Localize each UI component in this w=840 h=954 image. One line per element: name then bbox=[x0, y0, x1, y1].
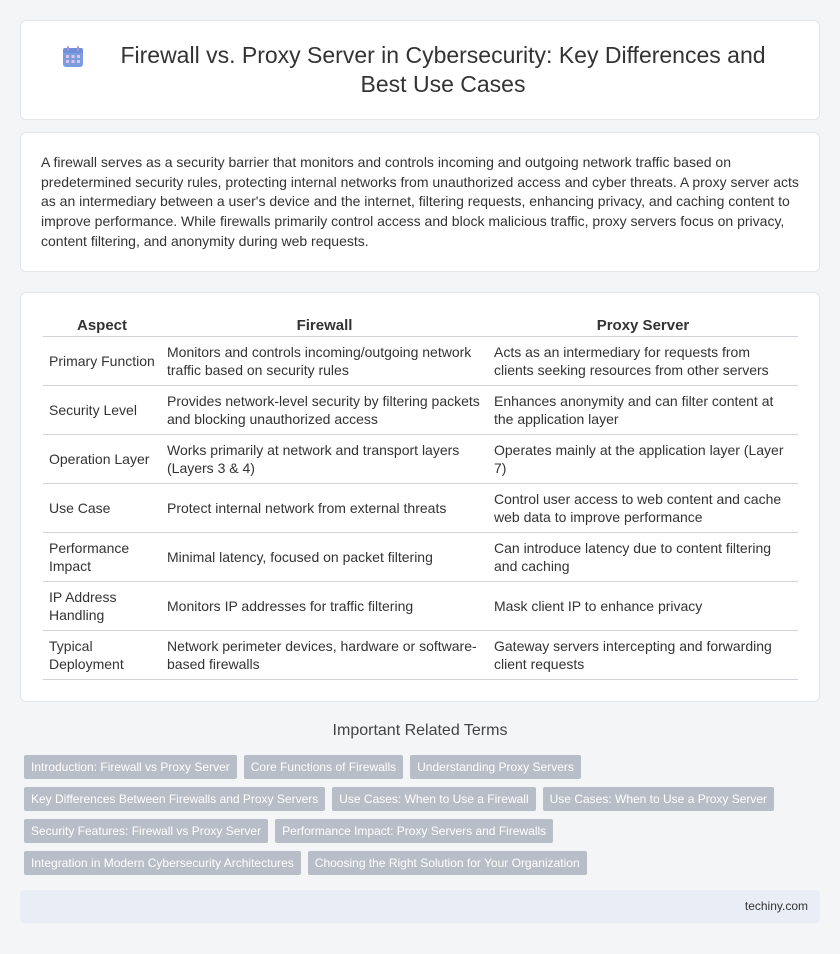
cell-firewall: Works primarily at network and transport layers (Layers 3 & 4) bbox=[161, 435, 488, 484]
related-term-link[interactable]: Use Cases: When to Use a Proxy Server bbox=[543, 787, 774, 811]
cell-aspect: Security Level bbox=[43, 386, 161, 435]
cell-proxy: Mask client IP to enhance privacy bbox=[488, 582, 798, 631]
header-firewall: Firewall bbox=[161, 315, 488, 337]
page-title: Firewall vs. Proxy Server in Cybersecurity: Key Differences and Best Use Cases bbox=[120, 42, 766, 97]
cell-aspect: Typical Deployment bbox=[43, 631, 161, 680]
cell-proxy: Operates mainly at the application layer (Layer 7) bbox=[488, 435, 798, 484]
related-terms-title: Important Related Terms bbox=[332, 722, 508, 739]
cell-aspect: Primary Function bbox=[43, 337, 161, 386]
table-row bbox=[43, 484, 798, 533]
table-row bbox=[43, 337, 798, 386]
cell-proxy: Control user access to web content and cache web data to improve performance bbox=[488, 484, 798, 533]
footer bbox=[20, 890, 820, 923]
cell-proxy: Acts as an intermediary for requests from clients seeking resources from other servers bbox=[488, 337, 798, 386]
tag-row bbox=[24, 755, 824, 779]
comparison-table bbox=[43, 315, 798, 680]
table-row bbox=[43, 386, 798, 435]
title-card bbox=[20, 20, 820, 120]
cell-aspect: Performance Impact bbox=[43, 533, 161, 582]
tag-row bbox=[24, 787, 824, 811]
table-header-row bbox=[43, 315, 798, 337]
cell-firewall: Network perimeter devices, hardware or software-based firewalls bbox=[161, 631, 488, 680]
header-proxy: Proxy Server bbox=[488, 315, 798, 337]
tag-row bbox=[24, 819, 824, 843]
related-term-link[interactable]: Key Differences Between Firewalls and Proxy Servers bbox=[24, 787, 325, 811]
related-term-link[interactable]: Understanding Proxy Servers bbox=[410, 755, 581, 779]
cell-proxy: Gateway servers intercepting and forwarding client requests bbox=[488, 631, 798, 680]
related-term-link[interactable]: Choosing the Right Solution for Your Organization bbox=[308, 851, 587, 875]
header-aspect: Aspect bbox=[43, 315, 161, 337]
cell-firewall: Monitors and controls incoming/outgoing network traffic based on security rules bbox=[161, 337, 488, 386]
related-term-link[interactable]: Performance Impact: Proxy Servers and Firewalls bbox=[275, 819, 553, 843]
table-row bbox=[43, 582, 798, 631]
cell-proxy: Can introduce latency due to content filtering and caching bbox=[488, 533, 798, 582]
table-row bbox=[43, 435, 798, 484]
intro-card bbox=[20, 132, 820, 272]
cell-aspect: Operation Layer bbox=[43, 435, 161, 484]
cell-firewall: Provides network-level security by filtering packets and blocking unauthorized access bbox=[161, 386, 488, 435]
footer-site-name[interactable]: techiny.com bbox=[744, 899, 808, 913]
related-term-link[interactable]: Core Functions of Firewalls bbox=[244, 755, 403, 779]
calendar-grid-icon bbox=[61, 45, 85, 69]
cell-proxy: Enhances anonymity and can filter content at the application layer bbox=[488, 386, 798, 435]
intro-text: A firewall serves as a security barrier that monitors and controls incoming and outgoing network traffic based on predetermined security rules, protecting internal networks from unauthorized access and cyber threats. A proxy server acts as an intermediary between a user's device and the internet, filtering requests, enhancing privacy, and caching content to improve performance. While firewalls primarily control access and block malicious traffic, proxy servers focus on privacy, content filtering, and anonymity during web requests. bbox=[41, 154, 799, 249]
comparison-table-card bbox=[20, 292, 820, 702]
related-term-link[interactable]: Use Cases: When to Use a Firewall bbox=[332, 787, 535, 811]
cell-firewall: Minimal latency, focused on packet filtering bbox=[161, 533, 488, 582]
table-row bbox=[43, 533, 798, 582]
related-term-link[interactable]: Security Features: Firewall vs Proxy Server bbox=[24, 819, 268, 843]
cell-aspect: Use Case bbox=[43, 484, 161, 533]
cell-firewall: Protect internal network from external threats bbox=[161, 484, 488, 533]
cell-aspect: IP Address Handling bbox=[43, 582, 161, 631]
related-terms-list bbox=[24, 755, 824, 883]
tag-row bbox=[24, 851, 824, 875]
related-term-link[interactable]: Integration in Modern Cybersecurity Architectures bbox=[24, 851, 301, 875]
cell-firewall: Monitors IP addresses for traffic filtering bbox=[161, 582, 488, 631]
table-row bbox=[43, 631, 798, 680]
related-term-link[interactable]: Introduction: Firewall vs Proxy Server bbox=[24, 755, 237, 779]
